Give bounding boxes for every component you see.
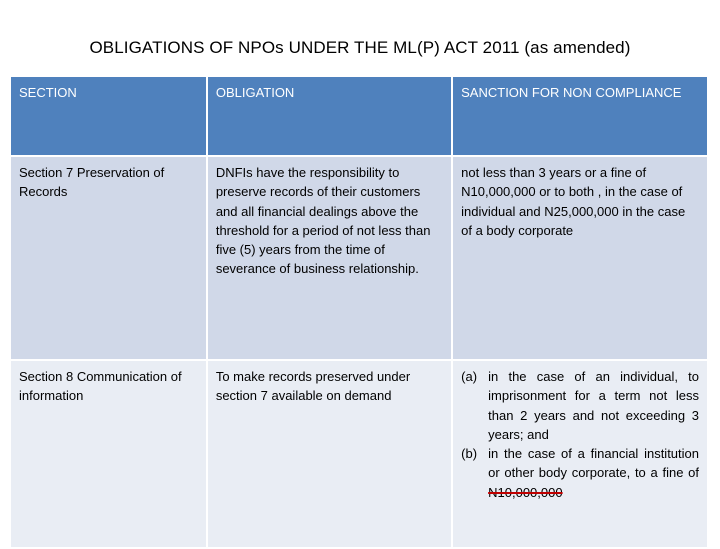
struck-amount: N10,000,000 (488, 484, 563, 500)
cell-sanction: not less than 3 years or a fine of N10,000,000 or to both , in the case of individual and N25,000,000 in the case of a body corporate (452, 156, 708, 360)
cell-section: Section 8 Communication of information (11, 360, 207, 548)
cell-obligation: To make records preserved under section 7 available on demand (207, 360, 452, 548)
page-title: OBLIGATIONS OF NPOs UNDER THE ML(P) ACT 2011 (as amended) (89, 38, 631, 57)
list-item (461, 444, 699, 502)
cell-obligation: DNFIs have the responsibility to preserve records of their customers and all financial dealings above the threshold for a period of not less than five (5) years from the time of severance of business relationship. (207, 156, 452, 360)
list-item (461, 367, 699, 444)
obligations-table (11, 77, 709, 549)
list-item-text: in the case of an individual, to imprisonment for a term not less than 2 years and not exceeding 3 years; and (488, 369, 699, 442)
header-obligation: OBLIGATION (207, 77, 452, 156)
list-marker: (b) (461, 446, 478, 462)
table-row (11, 360, 708, 548)
cell-sanction (452, 360, 708, 548)
table-row (11, 156, 708, 360)
header-sanction: SANCTION FOR NON COMPLIANCE (452, 77, 708, 156)
cell-section: Section 7 Preservation of Records (11, 156, 207, 360)
sanction-list (461, 367, 699, 502)
list-marker: (a) (461, 369, 478, 384)
header-section: SECTION (11, 77, 207, 156)
table-header-row (11, 77, 708, 156)
list-item-text: in the case of a financial institution or other body corporate, to a fine of (488, 446, 699, 481)
